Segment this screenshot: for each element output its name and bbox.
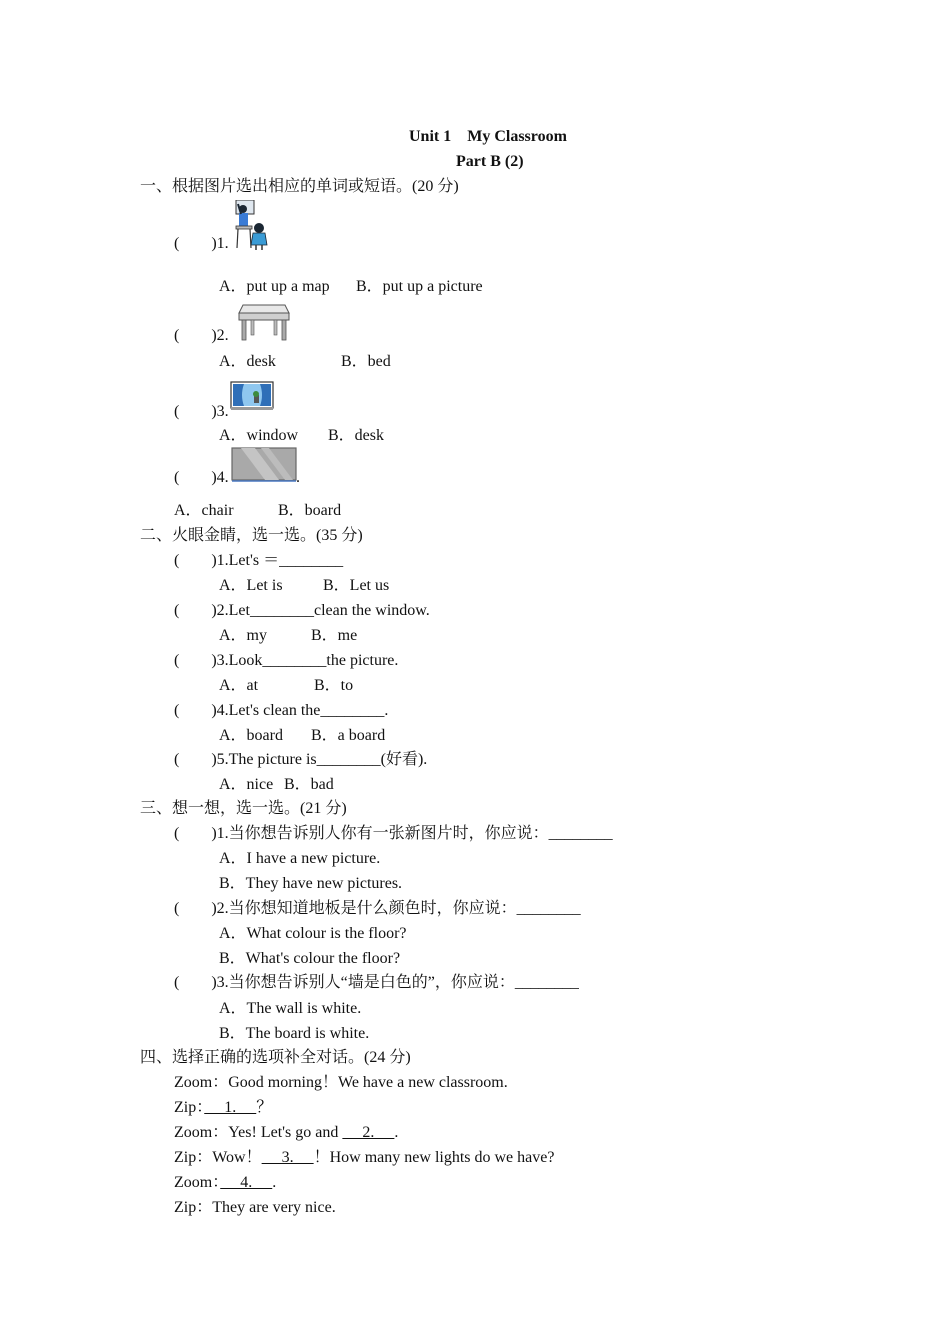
s1-q3-option-b: B．desk <box>328 427 385 444</box>
s2-q3-question: ( )3.Look________the picture. <box>174 652 399 669</box>
s1-q4-number: ( )4. <box>174 469 229 486</box>
dialogue-line-1: Zoom：Good morning！We have a new classroom. <box>174 1074 508 1091</box>
speaker-prefix: Zoom：Yes! Let's go and <box>174 1124 343 1141</box>
blank-3: 3. <box>261 1149 314 1166</box>
section-3-heading: 三、想一想，选一选。(21 分) <box>140 800 347 817</box>
dialogue-line-3 <box>174 1123 398 1143</box>
s2-q3-option-a: A．at <box>219 677 259 694</box>
s2-q4-question: ( )4.Let's clean the________. <box>174 702 389 719</box>
line-suffix: . <box>394 1124 399 1141</box>
line-suffix: . <box>272 1174 277 1191</box>
s2-q1-option-b: B．Let us <box>323 577 390 594</box>
s2-q2-question: ( )2.Let________clean the window. <box>174 602 430 619</box>
s2-q5-option-b: B．bad <box>284 776 334 793</box>
s2-q1-question: ( )1.Let's ＝________ <box>174 552 344 569</box>
blank-2: 2. <box>342 1124 395 1141</box>
s2-q2-option-b: B．me <box>311 627 358 644</box>
s2-q5-option-a: A．nice <box>219 776 274 793</box>
section-2-heading: 二、火眼金睛，选一选。(35 分) <box>140 527 363 544</box>
blank-1: 1. <box>204 1099 257 1116</box>
section-4-heading: 四、选择正确的选项补全对话。(24 分) <box>140 1049 411 1066</box>
s3-q2-option-b: B．What's colour the floor? <box>219 950 401 967</box>
s3-q3-option-b: B．The board is white. <box>219 1025 370 1042</box>
s1-q4-dot: . <box>296 469 300 486</box>
s1-q2-option-a: A．desk <box>219 353 276 370</box>
s1-q1-number: ( )1. <box>174 235 229 252</box>
put-up-picture-icon <box>232 200 270 250</box>
s3-q1-option-b: B．They have new pictures. <box>219 875 403 892</box>
s1-q1-option-b: B．put up a picture <box>356 278 483 295</box>
s3-q2-option-a: A．What colour is the floor? <box>219 925 407 942</box>
s2-q1-option-a: A．Let is <box>219 577 283 594</box>
line-suffix: ！How many new lights do we have? <box>313 1149 555 1166</box>
s3-q1-option-a: A．I have a new picture. <box>219 850 381 867</box>
board-icon <box>231 447 297 483</box>
s2-q5-question: ( )5.The picture is________(好看). <box>174 751 428 768</box>
speaker-prefix: Zip：Wow！ <box>174 1149 262 1166</box>
dialogue-line-5 <box>174 1173 276 1193</box>
s3-q1-question: ( )1.当你想告诉别人你有一张新图片时，你应说：________ <box>174 825 613 842</box>
s3-q2-question: ( )2.当你想知道地板是什么颜色时，你应说：________ <box>174 900 581 917</box>
s1-q3-option-a: A．window <box>219 427 299 444</box>
speaker-prefix: Zip： <box>174 1099 205 1116</box>
dialogue-line-2 <box>174 1098 272 1118</box>
s2-q3-option-b: B．to <box>314 677 354 694</box>
dialogue-line-4 <box>174 1148 554 1168</box>
s3-q3-option-a: A．The wall is white. <box>219 1000 362 1017</box>
page-subtitle: Part B (2) <box>456 153 524 170</box>
s1-q4-option-b: B．board <box>278 502 342 519</box>
s3-q3-question: ( )3.当你想告诉别人“墙是白色的”，你应说：________ <box>174 974 579 991</box>
s1-q2-option-b: B．bed <box>341 353 391 370</box>
dialogue-line-6: Zip：They are very nice. <box>174 1199 336 1216</box>
s1-q4-option-a: A．chair <box>174 502 234 519</box>
s1-q3-number: ( )3. <box>174 403 229 420</box>
s1-q2-number: ( )2. <box>174 327 229 344</box>
s2-q4-option-b: B．a board <box>311 727 386 744</box>
line-suffix: ？ <box>256 1099 273 1116</box>
blank-4: 4. <box>220 1174 273 1191</box>
s2-q2-option-a: A．my <box>219 627 268 644</box>
section-1-heading: 一、根据图片选出相应的单词或短语。(20 分) <box>140 178 459 195</box>
desk-icon <box>237 301 291 341</box>
s1-q1-option-a: A．put up a map <box>219 278 330 295</box>
speaker-prefix: Zoom： <box>174 1174 221 1191</box>
s2-q4-option-a: A．board <box>219 727 283 744</box>
page-title: Unit 1 My Classroom <box>409 128 567 145</box>
window-icon <box>230 381 274 411</box>
